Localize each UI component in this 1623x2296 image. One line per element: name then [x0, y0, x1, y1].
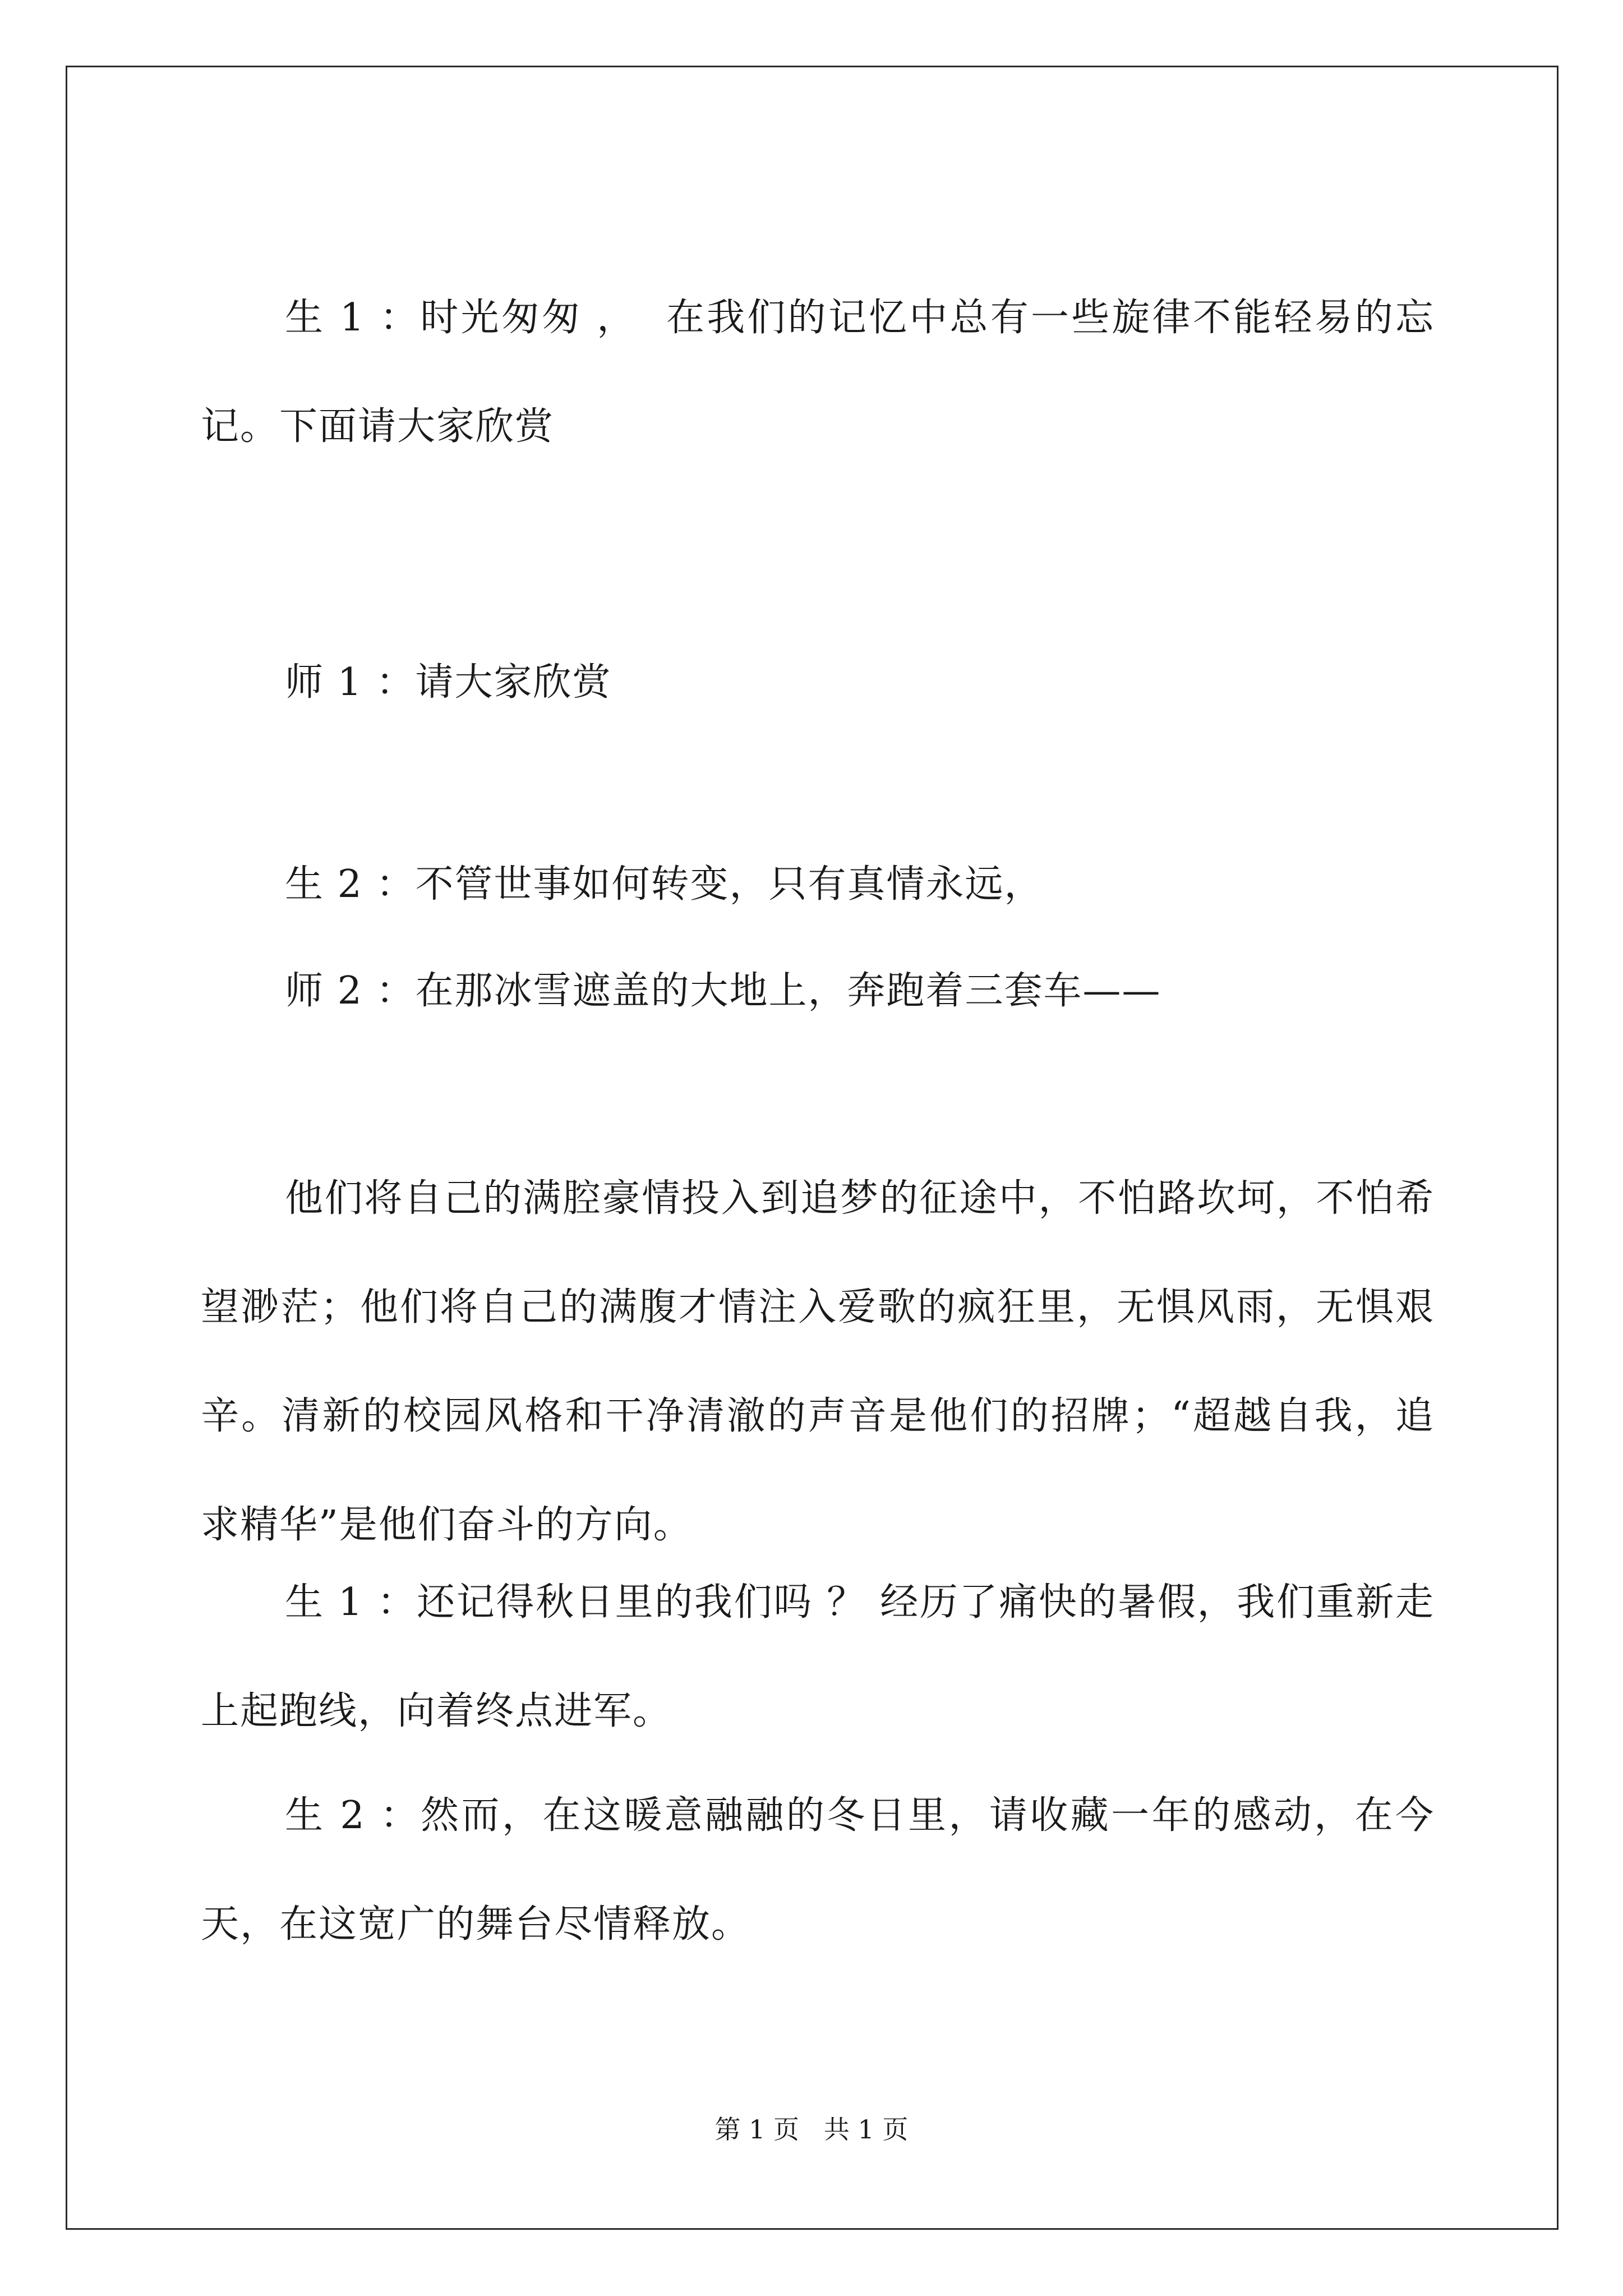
paragraph-5: 他们将自己的满腔豪情投入到追梦的征途中，不怕路坎坷，不怕希望渺茫；他们将自己的满腹才情注入爱歌的疯狂里，无惧风雨，无惧艰辛。清新的校园风格和干净清澈的声音是他们的招牌；“超越自我，追求精华”是他们奋斗的方向。: [201, 1176, 1435, 1547]
paragraph-1: 生 1 ：时光匆匆 ， 在我们的记忆中总有一些旋律不能轻易的忘记。下面请大家欣赏: [201, 296, 1435, 449]
paragraph-6: 生 1 ：还记得秋日里的我们吗 ？ 经历了痛快的暑假，我们重新走上起跑线，向着终点进军。: [201, 1580, 1435, 1733]
paragraph-2: 师 1 ：请大家欣赏: [285, 660, 612, 705]
page-footer: 第 1 页 共 1 页: [714, 2114, 909, 2145]
paragraph-7: 生 2 ：然而，在这暖意融融的冬日里，请收藏一年的感动，在今天，在这宽广的舞台尽情释放。: [201, 1793, 1435, 1947]
paragraph-4: 师 2 ：在那冰雪遮盖的大地上，奔跑着三套车——: [285, 969, 1161, 1013]
paragraph-3: 生 2 ：不管世事如何转变，只有真情永远，: [285, 862, 1044, 907]
